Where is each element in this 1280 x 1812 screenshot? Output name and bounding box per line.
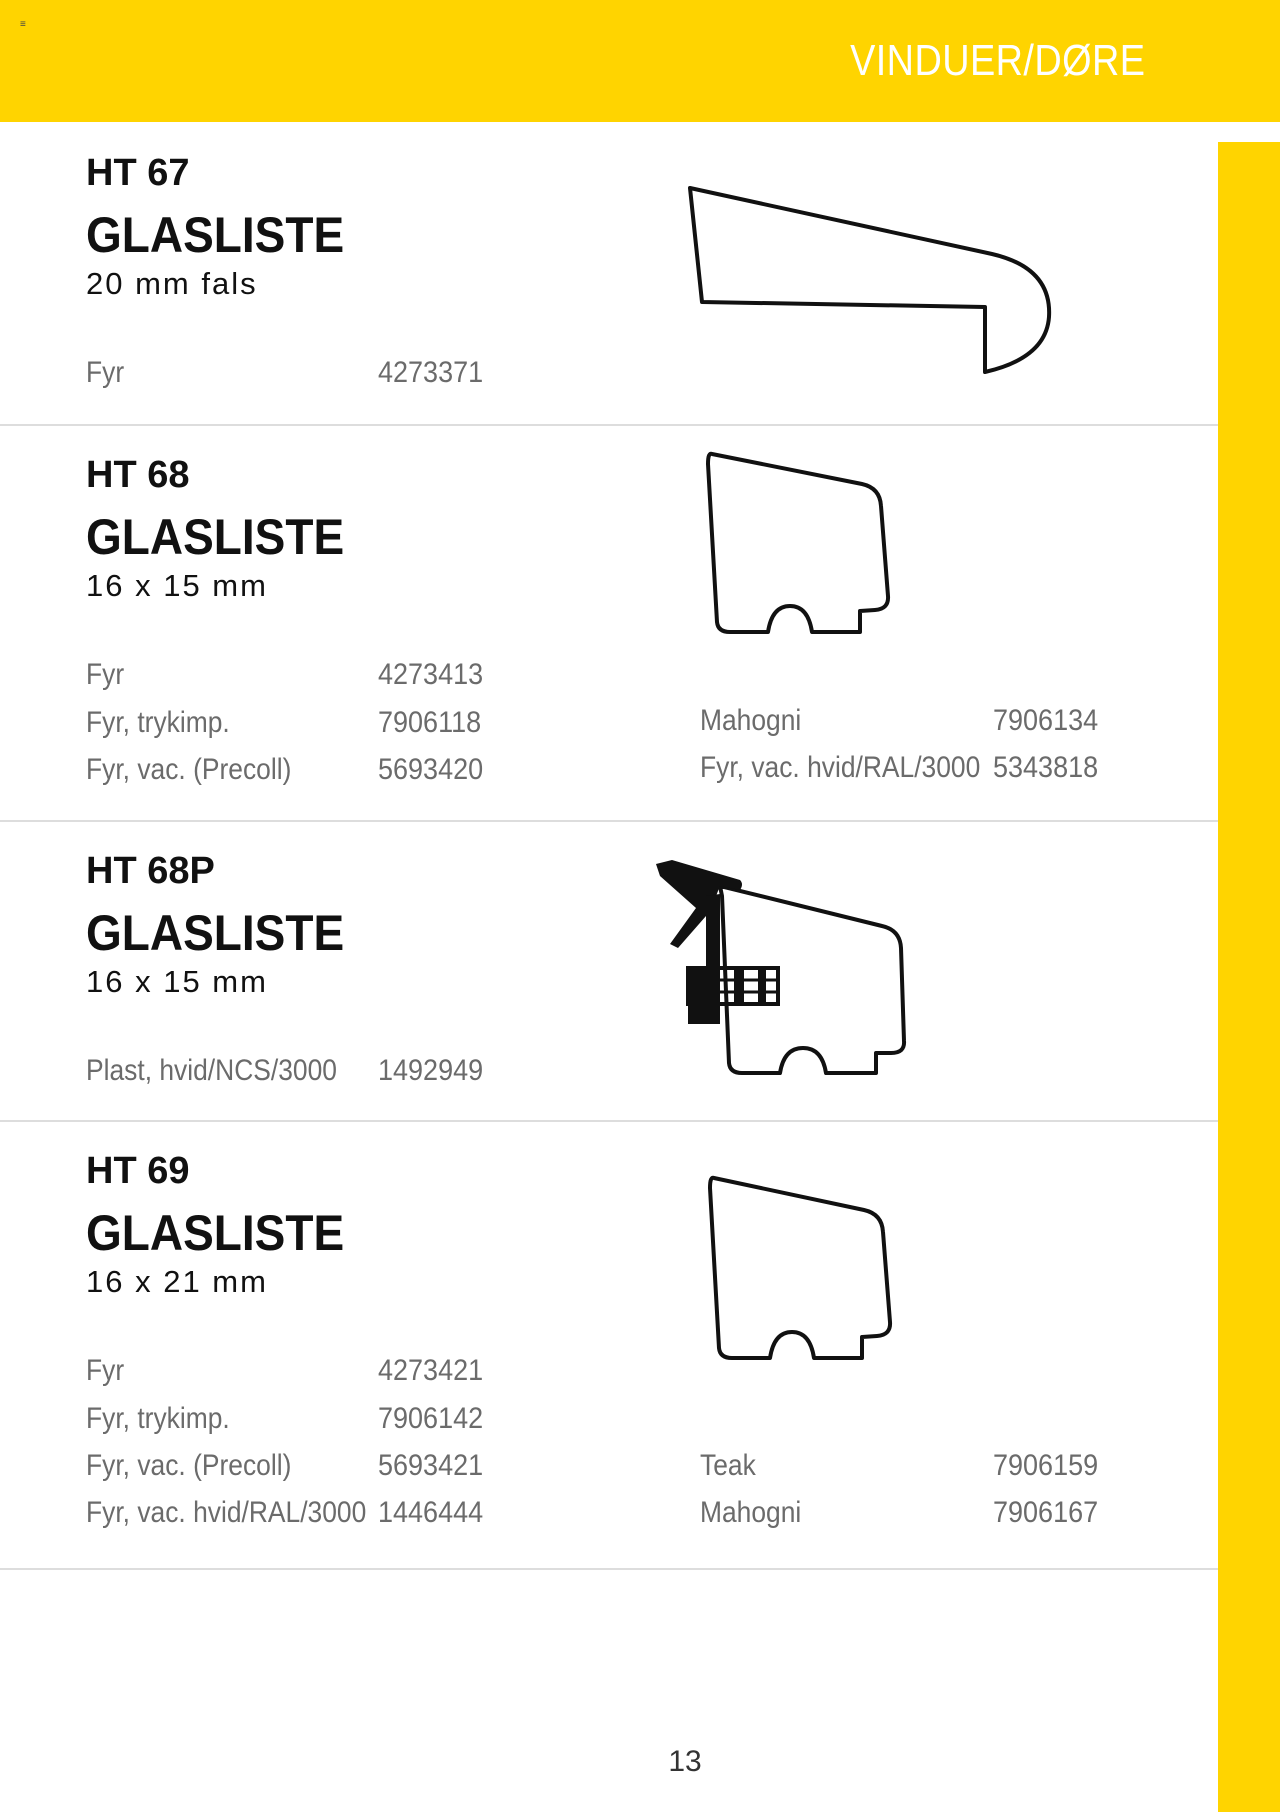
product-code: HT 67 bbox=[86, 152, 190, 194]
profile-drawing-ht68p bbox=[650, 856, 910, 1076]
variant-label: Fyr, vac. hvid/RAL/3000 bbox=[700, 751, 981, 784]
product-code: HT 69 bbox=[86, 1150, 190, 1192]
variant-label: Mahogni bbox=[700, 1496, 802, 1529]
section-title: VINDUER/DØRE bbox=[849, 36, 1145, 85]
variant-number: 1492949 bbox=[378, 1054, 484, 1087]
header-bar bbox=[0, 0, 1280, 122]
variant-label: Fyr, trykimp. bbox=[86, 706, 230, 739]
variant-label: Fyr, vac. (Precoll) bbox=[86, 1449, 292, 1482]
variant-label: Fyr, vac. (Precoll) bbox=[86, 753, 292, 786]
variant-label: Teak bbox=[700, 1449, 756, 1482]
variant-label: Fyr, vac. hvid/RAL/3000 bbox=[86, 1496, 367, 1529]
variant-number: 4273371 bbox=[378, 356, 484, 389]
profile-drawing-ht67 bbox=[680, 182, 1060, 382]
variant-label: Fyr bbox=[86, 356, 125, 389]
product-ht68p bbox=[0, 820, 1218, 1122]
variant-number: 5693420 bbox=[378, 753, 484, 786]
variant-number: 1446444 bbox=[378, 1496, 484, 1529]
variant-number: 7906118 bbox=[378, 706, 482, 739]
product-code: HT 68 bbox=[86, 454, 190, 496]
product-ht67 bbox=[0, 122, 1218, 426]
product-dims: 20 mm fals bbox=[86, 266, 258, 301]
variant-number: 7906167 bbox=[993, 1496, 1099, 1529]
product-dims: 16 x 15 mm bbox=[86, 964, 268, 999]
variant-number: 4273413 bbox=[378, 658, 484, 691]
menu-icon[interactable]: ≡ bbox=[20, 19, 26, 30]
variant-number: 7906159 bbox=[993, 1449, 1099, 1482]
variant-number: 7906134 bbox=[993, 704, 1099, 737]
profile-drawing-ht69 bbox=[702, 1172, 902, 1372]
variant-number: 4273421 bbox=[378, 1354, 484, 1387]
variant-number: 7906142 bbox=[378, 1402, 484, 1435]
profile-drawing-ht68 bbox=[700, 446, 900, 646]
variant-label: Fyr bbox=[86, 658, 125, 691]
variant-number: 5343818 bbox=[993, 751, 1099, 784]
page-number: 13 bbox=[668, 1745, 702, 1778]
product-code: HT 68P bbox=[86, 850, 215, 892]
variant-label: Mahogni bbox=[700, 704, 802, 737]
variant-label: Fyr, trykimp. bbox=[86, 1402, 230, 1435]
variant-label: Fyr bbox=[86, 1354, 125, 1387]
product-dims: 16 x 15 mm bbox=[86, 568, 268, 603]
product-name: GLASLISTE bbox=[86, 1205, 345, 1261]
side-tab bbox=[1218, 142, 1280, 1812]
product-ht68 bbox=[0, 424, 1218, 822]
variant-label: Plast, hvid/NCS/3000 bbox=[86, 1054, 337, 1087]
product-name: GLASLISTE bbox=[86, 905, 345, 961]
variant-number: 5693421 bbox=[378, 1449, 484, 1482]
product-name: GLASLISTE bbox=[86, 509, 345, 565]
product-dims: 16 x 21 mm bbox=[86, 1264, 268, 1299]
product-name: GLASLISTE bbox=[86, 207, 345, 263]
product-ht69 bbox=[0, 1120, 1218, 1570]
